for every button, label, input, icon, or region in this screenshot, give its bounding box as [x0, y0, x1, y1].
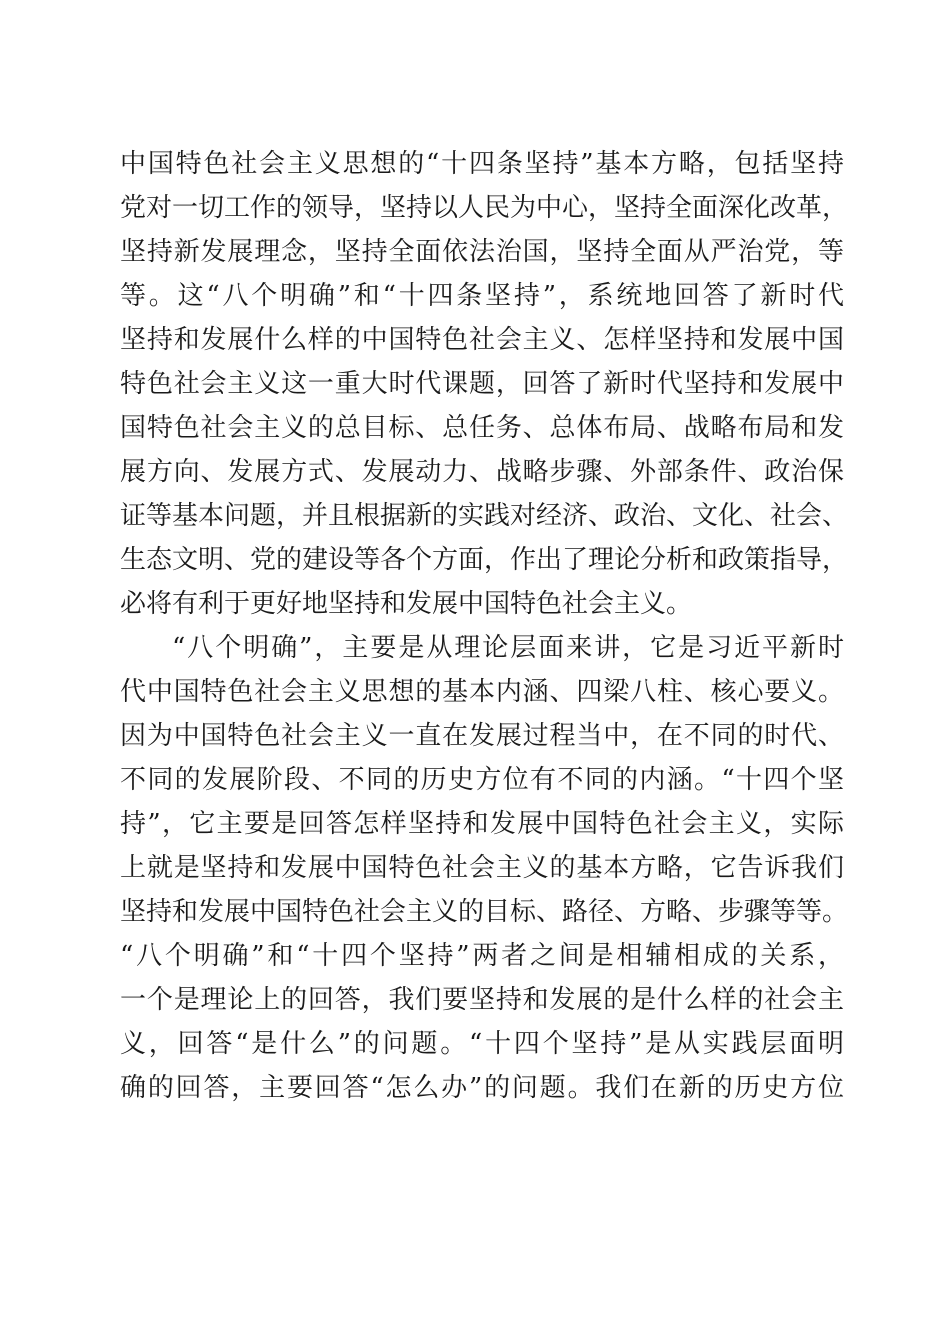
- document-body: [120, 142, 849, 1110]
- text-line-7: 国特色社会主义的总目标、总任务、总体布局、战略布局和发: [120, 413, 844, 443]
- text-line-13: 代中国特色社会主义思想的基本内涵、四梁八柱、核心要义。: [120, 677, 844, 707]
- text-line-3: 坚持新发展理念，坚持全面依法治国，坚持全面从严治党，等: [120, 237, 844, 267]
- text-line-22: 确的回答，主要回答“怎么办”的问题。我们在新的历史方位: [120, 1073, 844, 1103]
- text-line-6: 特色社会主义这一重大时代课题，回答了新时代坚持和发展中: [120, 369, 844, 399]
- text-line-5: 坚持和发展什么样的中国特色社会主义、怎样坚持和发展中国: [120, 325, 844, 355]
- text-line-9: 证等基本问题，并且根据新的实践对经济、政治、文化、社会、: [120, 501, 849, 531]
- text-line-11: 必将有利于更好地坚持和发展中国特色社会主义。: [120, 589, 693, 619]
- text-line-16: 持”，它主要是回答怎样坚持和发展中国特色社会主义，实际: [120, 809, 844, 839]
- paragraph-start-line: “八个明确”，主要是从理论层面来讲，它是习近平新时: [172, 633, 844, 663]
- text-line-2: 党对一切工作的领导，坚持以人民为中心，坚持全面深化改革，: [120, 193, 849, 223]
- text-line-1: 中国特色社会主义思想的“十四条坚持”基本方略，包括坚持: [120, 149, 844, 179]
- text-line-4: 等。这“八个明确”和“十四条坚持”，系统地回答了新时代: [120, 281, 844, 311]
- text-line-20: 一个是理论上的回答，我们要坚持和发展的是什么样的社会主: [120, 985, 844, 1015]
- text-line-21: 义，回答“是什么”的问题。“十四个坚持”是从实践层面明: [120, 1029, 844, 1059]
- text-line-8: 展方向、发展方式、发展动力、战略步骤、外部条件、政治保: [120, 457, 844, 487]
- text-line-17: 上就是坚持和发展中国特色社会主义的基本方略，它告诉我们: [120, 853, 844, 883]
- text-line-18: 坚持和发展中国特色社会主义的目标、路径、方略、步骤等等。: [120, 897, 849, 927]
- text-line-14: 因为中国特色社会主义一直在发展过程当中，在不同的时代、: [120, 721, 844, 751]
- text-line-15: 不同的发展阶段、不同的历史方位有不同的内涵。“十四个坚: [120, 765, 844, 795]
- text-line-10: 生态文明、党的建设等各个方面，作出了理论分析和政策指导，: [120, 545, 849, 575]
- text-line-19: “八个明确”和“十四个坚持”两者之间是相辅相成的关系，: [120, 941, 844, 971]
